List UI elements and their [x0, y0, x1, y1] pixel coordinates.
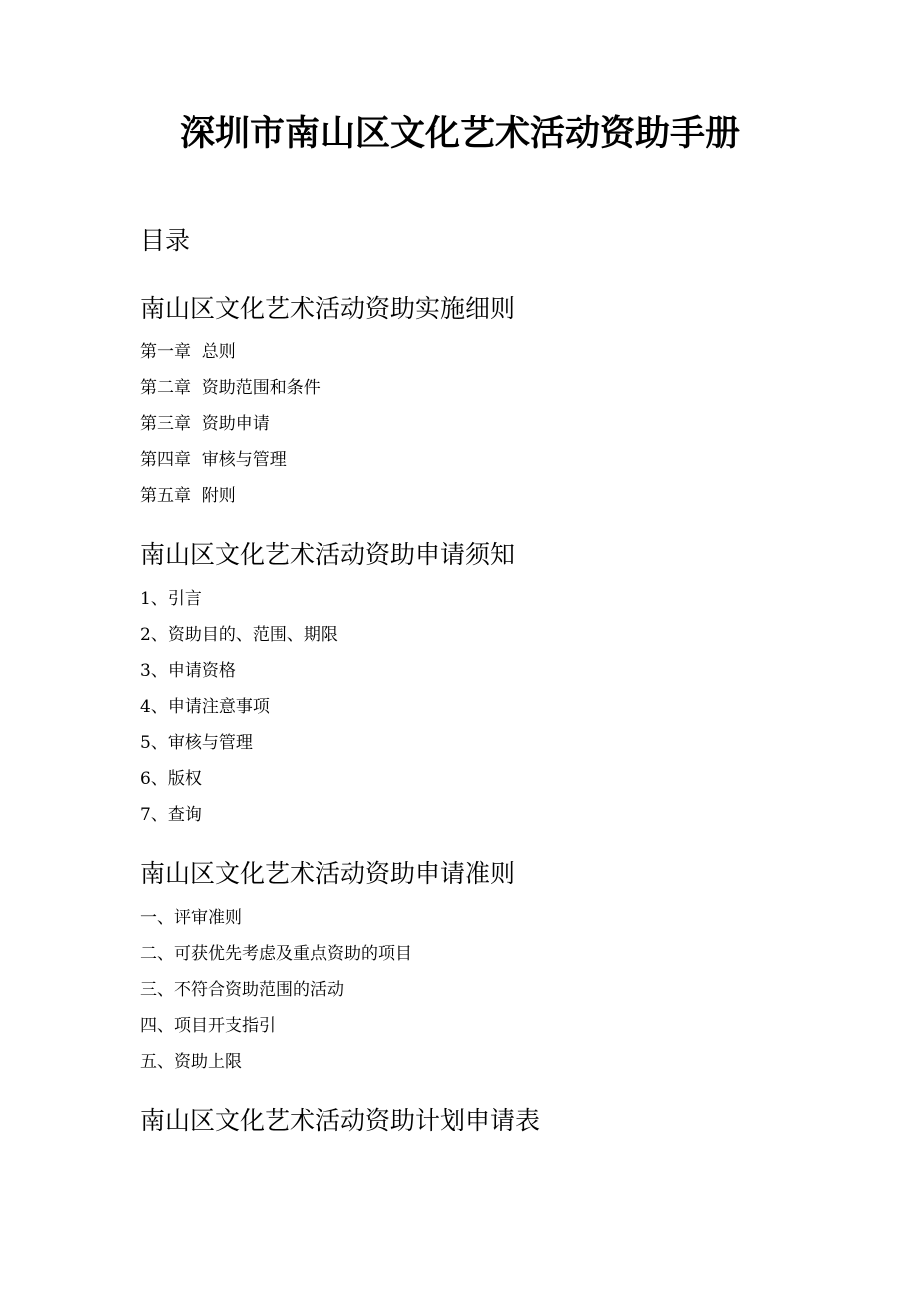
section-title-implementation-rules: 南山区文化艺术活动资助实施细则 [140, 294, 516, 323]
section-title-application-form: 南山区文化艺术活动资助计划申请表 [140, 1106, 541, 1135]
toc-item[interactable]: 2、资助目的、范围、期限 [140, 625, 338, 645]
toc-item[interactable]: 一、评审准则 [140, 908, 242, 928]
toc-item[interactable]: 四、项目开支指引 [140, 1016, 276, 1036]
toc-item[interactable]: 第二章 资助范围和条件 [140, 378, 321, 398]
toc-item[interactable]: 7、查询 [140, 805, 202, 825]
section-title-application-notice: 南山区文化艺术活动资助申请须知 [140, 540, 516, 569]
toc-item[interactable]: 1、引言 [140, 589, 202, 609]
toc-list-implementation-rules [140, 334, 321, 514]
toc-list-application-criteria [140, 900, 412, 1080]
document-title: 深圳市南山区文化艺术活动资助手册 [179, 113, 740, 154]
toc-item[interactable]: 4、申请注意事项 [140, 697, 270, 717]
toc-item[interactable]: 5、审核与管理 [140, 733, 253, 753]
toc-item[interactable]: 第一章 总则 [140, 342, 236, 362]
section-title-application-criteria: 南山区文化艺术活动资助申请准则 [140, 859, 516, 888]
toc-list-application-notice [140, 581, 338, 833]
toc-item[interactable]: 第三章 资助申请 [140, 414, 270, 434]
toc-item[interactable]: 3、申请资格 [140, 661, 236, 681]
toc-item[interactable]: 三、不符合资助范围的活动 [140, 980, 344, 1000]
toc-item[interactable]: 6、版权 [140, 769, 202, 789]
toc-item[interactable]: 第四章 审核与管理 [140, 450, 287, 470]
toc-item[interactable]: 二、可获优先考虑及重点资助的项目 [140, 944, 412, 964]
toc-item[interactable]: 第五章 附则 [140, 486, 236, 506]
toc-heading: 目录 [140, 226, 191, 255]
toc-item[interactable]: 五、资助上限 [140, 1052, 242, 1072]
